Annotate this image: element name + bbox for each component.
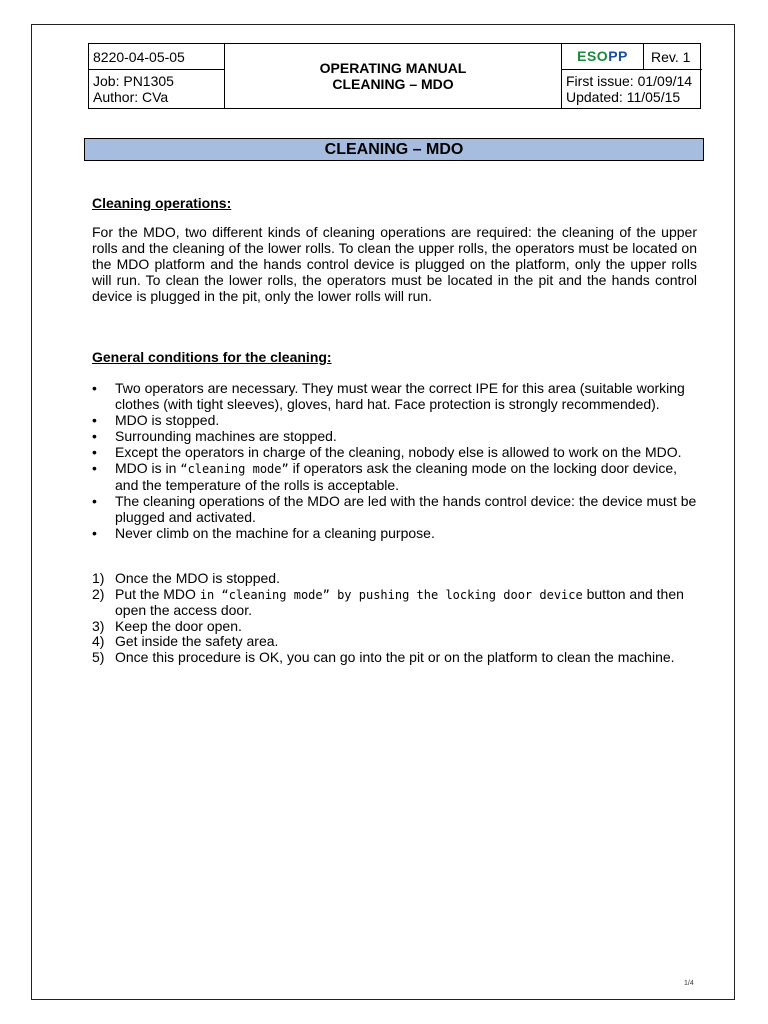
step-text: Once the MDO is stopped. xyxy=(115,570,280,586)
step-text: button and then open the access door. xyxy=(115,585,684,618)
step-number: 5) xyxy=(92,648,105,665)
list-item xyxy=(92,444,700,460)
list-item-text: The cleaning operations of the MDO are led with the hands control device: the device must be plugged and activated. xyxy=(115,493,697,525)
logo-part: O xyxy=(596,48,609,64)
author: Author: CVa xyxy=(93,89,169,105)
bullet-icon: • xyxy=(92,428,97,444)
updated-date: Updated: 11/05/15 xyxy=(566,89,681,105)
list-item-text: MDO is stopped. xyxy=(115,412,220,428)
doc-number: 8220-04-05-05 xyxy=(93,49,185,65)
list-item-text: Surrounding machines are stopped. xyxy=(115,428,337,444)
list-item-text: if operators ask the cleaning mode on the locking door device, and the temperature of the rolls is acceptable. xyxy=(115,460,678,493)
bullet-icon: • xyxy=(92,525,97,541)
step-item xyxy=(92,634,700,650)
cleaning-operations-paragraph: For the MDO, two different kinds of cleaning operations are required: the cleaning of the upper rolls and the cleaning of the lower rolls. To clean the upper rolls, the operators must be located on the MDO platform and the hands control device is plugged on the platform, only the upper rolls will run. To clean the lower rolls, the operators must be located in the pit and the hands control device is plugged in the pit, only the lower rolls will run. xyxy=(92,224,697,304)
logo-part: ES xyxy=(577,48,597,64)
bullet-icon: • xyxy=(92,412,97,428)
list-item xyxy=(92,380,700,412)
page-number: 1/4 xyxy=(684,980,694,987)
conditions-list xyxy=(92,380,700,541)
logo-part: PP xyxy=(608,48,628,64)
bullet-icon: • xyxy=(92,444,97,460)
title-line-1: OPERATING MANUAL xyxy=(319,60,467,76)
document-title xyxy=(225,60,561,92)
step-item xyxy=(92,571,700,587)
step-text: Put the MDO xyxy=(115,585,200,602)
section-banner: CLEANING – MDO xyxy=(84,138,704,161)
step-number: 1) xyxy=(92,570,105,586)
list-item-text: Except the operators in charge of the cleaning, nobody else is allowed to work on the MDO. xyxy=(115,444,682,460)
procedure-steps xyxy=(92,571,700,665)
cleaning-mode-term: “cleaning mode” xyxy=(180,462,289,476)
job-number: Job: PN1305 xyxy=(93,73,174,89)
step-number: 4) xyxy=(92,633,105,649)
step-item xyxy=(92,619,700,635)
bullet-icon: • xyxy=(92,460,97,476)
title-line-2: CLEANING – MDO xyxy=(332,76,454,92)
list-item-text: Two operators are necessary. They must wear the correct IPE for this area (suitable working clothes (with tight sleeves), gloves, hard hat. Face protection is strongly recommended). xyxy=(115,380,685,412)
step-number: 2) xyxy=(92,585,105,602)
list-item-text: MDO is in xyxy=(115,460,181,476)
cleaning-operations-heading: Cleaning operations: xyxy=(92,195,232,211)
header-divider xyxy=(89,69,224,70)
cleaning-mode-term: in “cleaning mode” by pushing the locking door device xyxy=(199,587,583,602)
step-number: 3) xyxy=(92,617,105,634)
step-item xyxy=(92,650,700,666)
header-divider xyxy=(643,44,644,69)
bullet-icon: • xyxy=(92,380,97,396)
step-text: Once this procedure is OK, you can go into the pit or on the platform to clean the machine. xyxy=(115,648,675,665)
list-item xyxy=(92,412,700,428)
list-item xyxy=(92,525,700,541)
list-item-text: Never climb on the machine for a cleaning purpose. xyxy=(115,525,435,541)
bullet-icon: • xyxy=(92,493,97,509)
document-header xyxy=(88,43,701,109)
step-item xyxy=(92,587,700,619)
header-divider xyxy=(561,69,702,70)
list-item xyxy=(92,493,700,525)
revision: Rev. 1 xyxy=(651,49,691,65)
list-item xyxy=(92,460,700,493)
step-text: Keep the door open. xyxy=(115,617,242,634)
step-text: Get inside the safety area. xyxy=(115,633,279,649)
first-issue-date: First issue: 01/09/14 xyxy=(566,73,693,89)
general-conditions-heading: General conditions for the cleaning: xyxy=(92,349,332,365)
esopp-logo xyxy=(562,48,643,64)
list-item xyxy=(92,428,700,444)
